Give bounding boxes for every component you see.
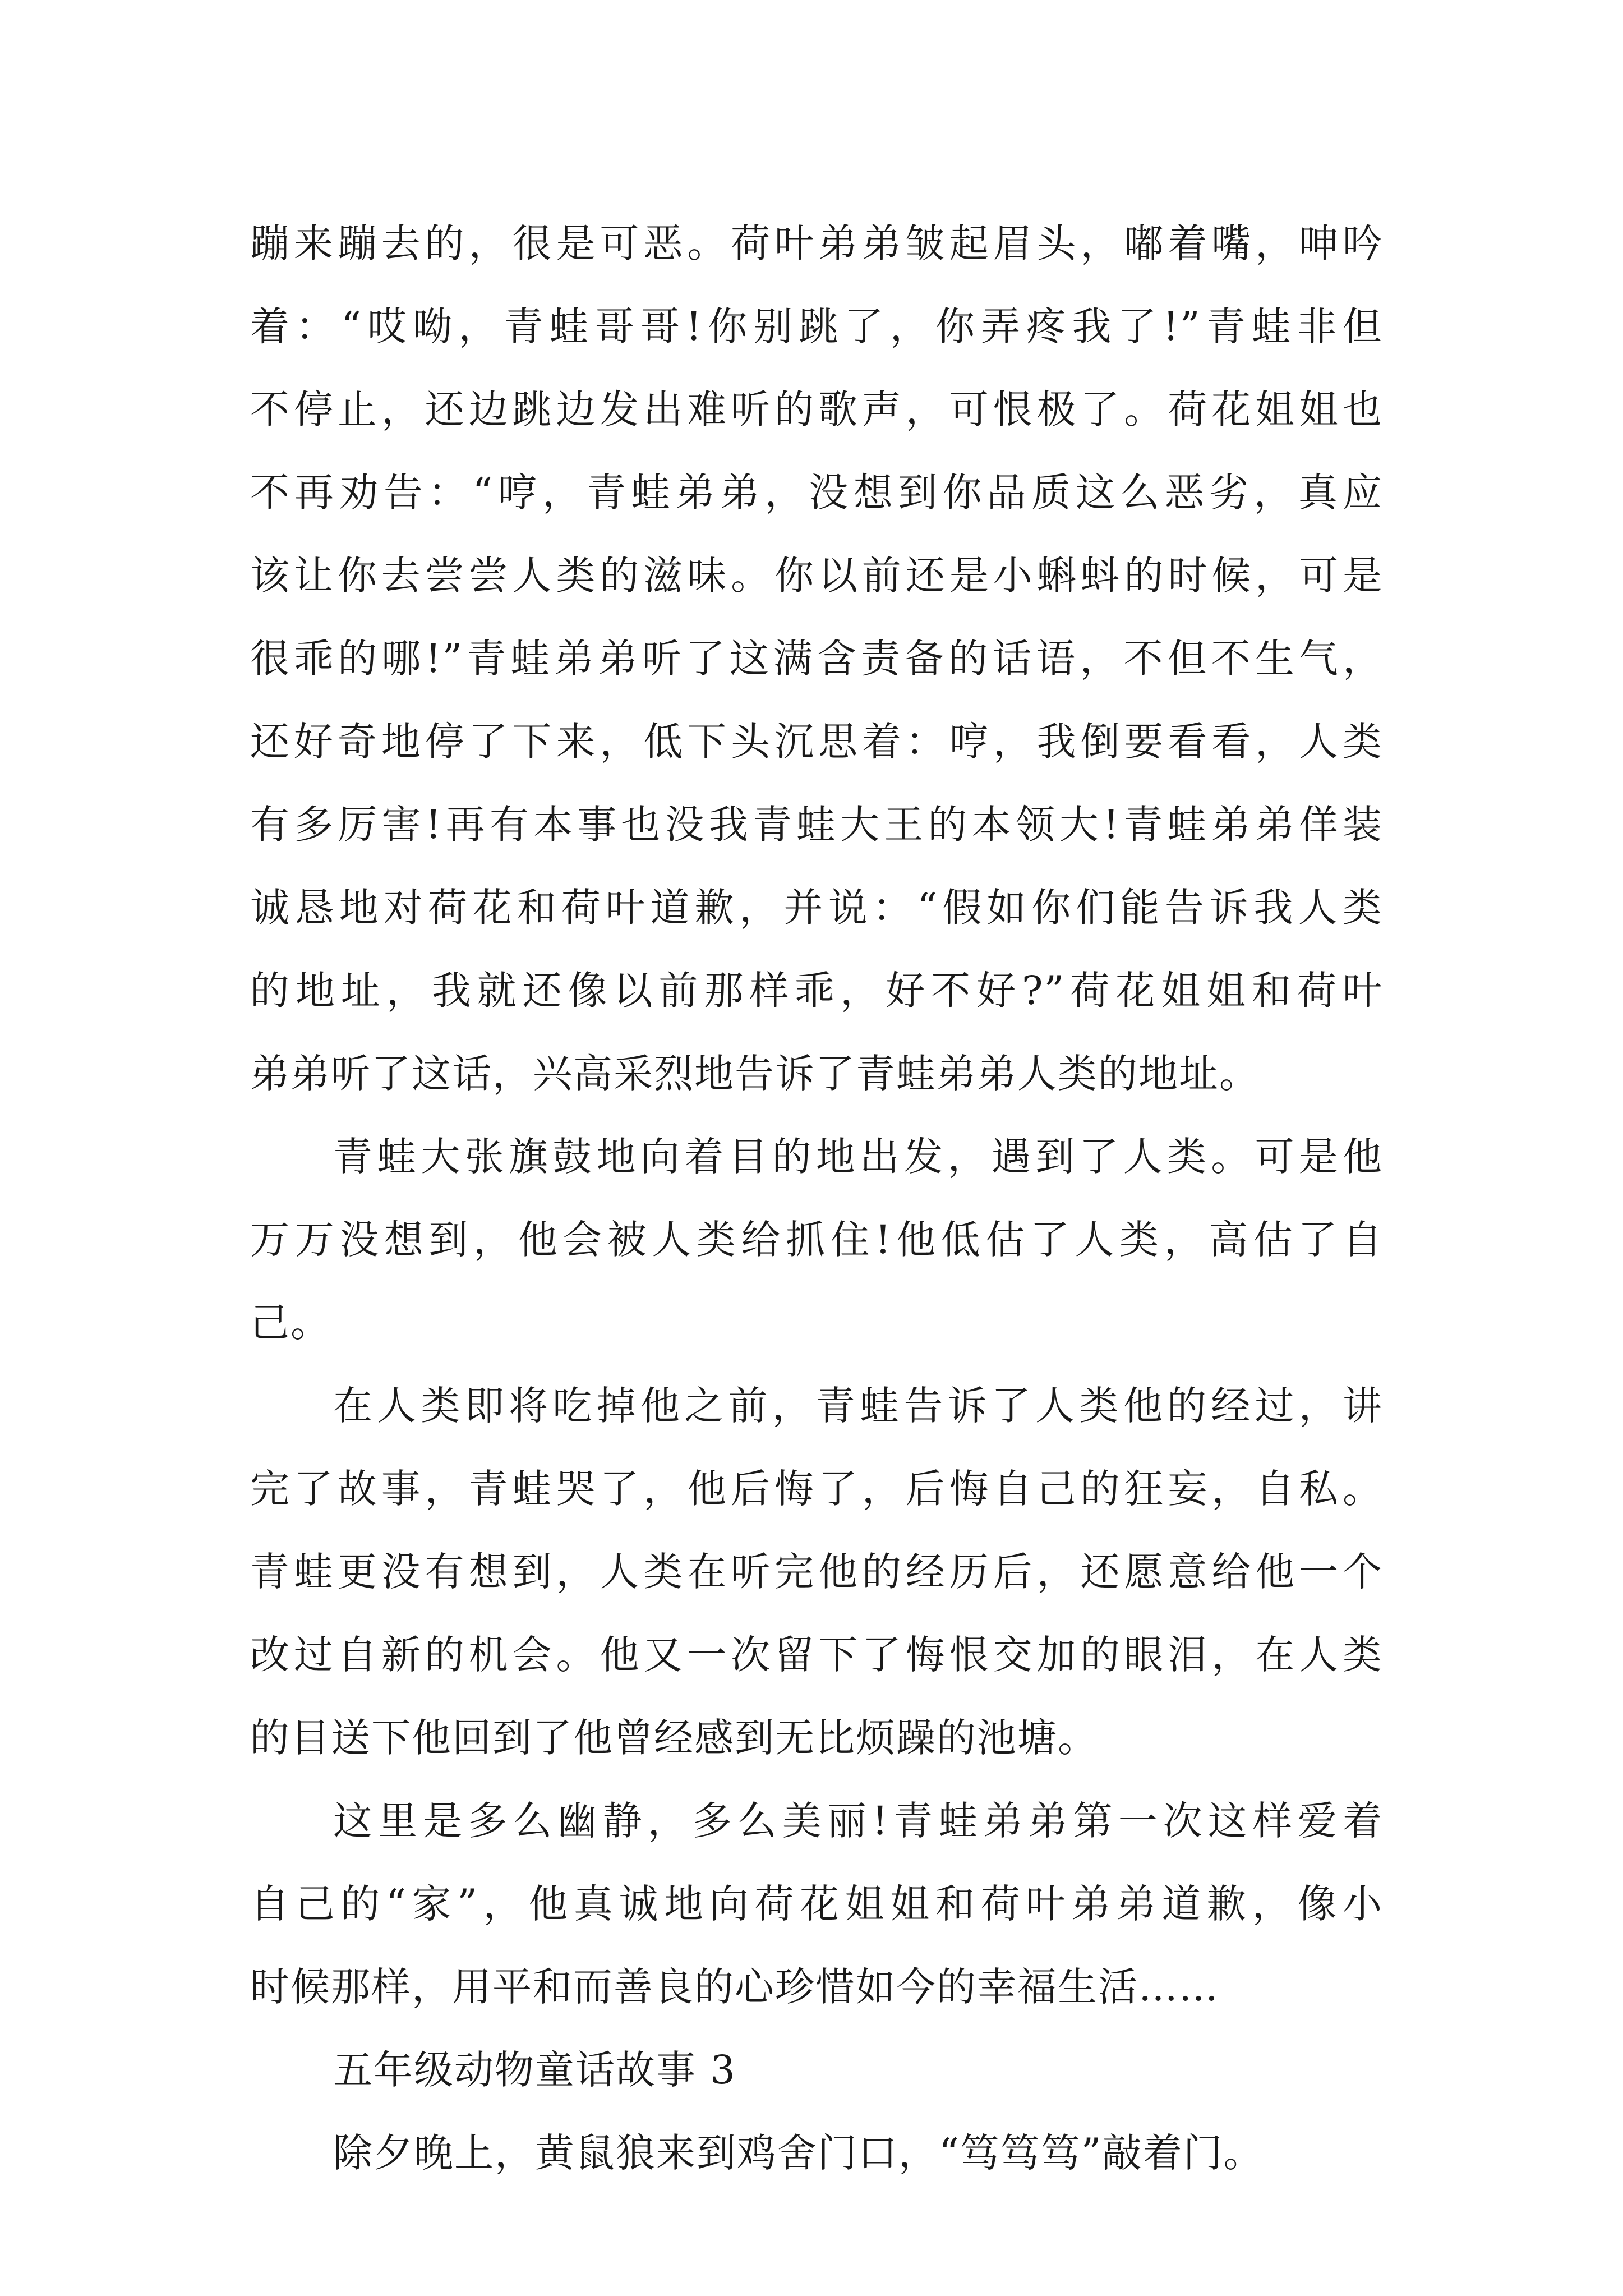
text-line: 自己的“家”，他真诚地向荷花姐姐和荷叶弟弟道歉，像小 bbox=[250, 1881, 1383, 1927]
text-line: 青蛙更没有想到，人类在听完他的经历后，还愿意给他一个 bbox=[250, 1549, 1383, 1595]
paragraph-first-line: 在人类即将吃掉他之前，青蛙告诉了人类他的经过，讲 bbox=[333, 1383, 1383, 1429]
text-line: 该让你去尝尝人类的滋味。你以前还是小蝌蚪的时候，可是 bbox=[250, 553, 1383, 599]
text-line: 蹦来蹦去的，很是可恶。荷叶弟弟皱起眉头，嘟着嘴，呻吟 bbox=[250, 220, 1383, 266]
text-line: 的地址，我就还像以前那样乖，好不好?”荷花姐姐和荷叶 bbox=[250, 968, 1383, 1014]
text-line: 不再劝告：“哼，青蛙弟弟，没想到你品质这么恶劣，真应 bbox=[250, 470, 1383, 516]
paragraph-first-line: 这里是多么幽静，多么美丽!青蛙弟弟第一次这样爱着 bbox=[333, 1798, 1383, 1844]
paragraph-first-line: 青蛙大张旗鼓地向着目的地出发，遇到了人类。可是他 bbox=[333, 1134, 1383, 1180]
text-line: 改过自新的机会。他又一次留下了悔恨交加的眼泪，在人类 bbox=[250, 1632, 1383, 1678]
paragraph-first-line: 除夕晚上，黄鼠狼来到鸡舍门口，“笃笃笃”敲着门。 bbox=[333, 2130, 1264, 2176]
text-line: 着：“哎呦，青蛙哥哥!你别跳了，你弄疼我了!”青蛙非但 bbox=[250, 303, 1383, 349]
text-line: 不停止，还边跳边发出难听的歌声，可恨极了。荷花姐姐也 bbox=[250, 386, 1383, 432]
text-line: 还好奇地停了下来，低下头沉思着：哼，我倒要看看，人类 bbox=[250, 719, 1383, 765]
text-line: 时候那样，用平和而善良的心珍惜如今的幸福生活…… bbox=[250, 1964, 1219, 2010]
text-line: 弟弟听了这话，兴高采烈地告诉了青蛙弟弟人类的地址。 bbox=[250, 1051, 1260, 1097]
text-line: 完了故事，青蛙哭了，他后悔了，后悔自己的狂妄，自私。 bbox=[250, 1466, 1383, 1512]
text-line: 有多厉害!再有本事也没我青蛙大王的本领大!青蛙弟弟佯装 bbox=[250, 802, 1383, 848]
text-line: 己。 bbox=[250, 1300, 331, 1346]
text-line: 很乖的哪!”青蛙弟弟听了这满含责备的话语，不但不生气， bbox=[250, 636, 1383, 682]
text-line: 的目送下他回到了他曾经感到无比烦躁的池塘。 bbox=[250, 1715, 1098, 1761]
text-line: 万万没想到，他会被人类给抓住!他低估了人类，高估了自 bbox=[250, 1217, 1383, 1263]
text-line: 诚恳地对荷花和荷叶道歉，并说：“假如你们能告诉我人类 bbox=[250, 885, 1383, 931]
section-heading: 五年级动物童话故事 3 bbox=[333, 2047, 736, 2093]
